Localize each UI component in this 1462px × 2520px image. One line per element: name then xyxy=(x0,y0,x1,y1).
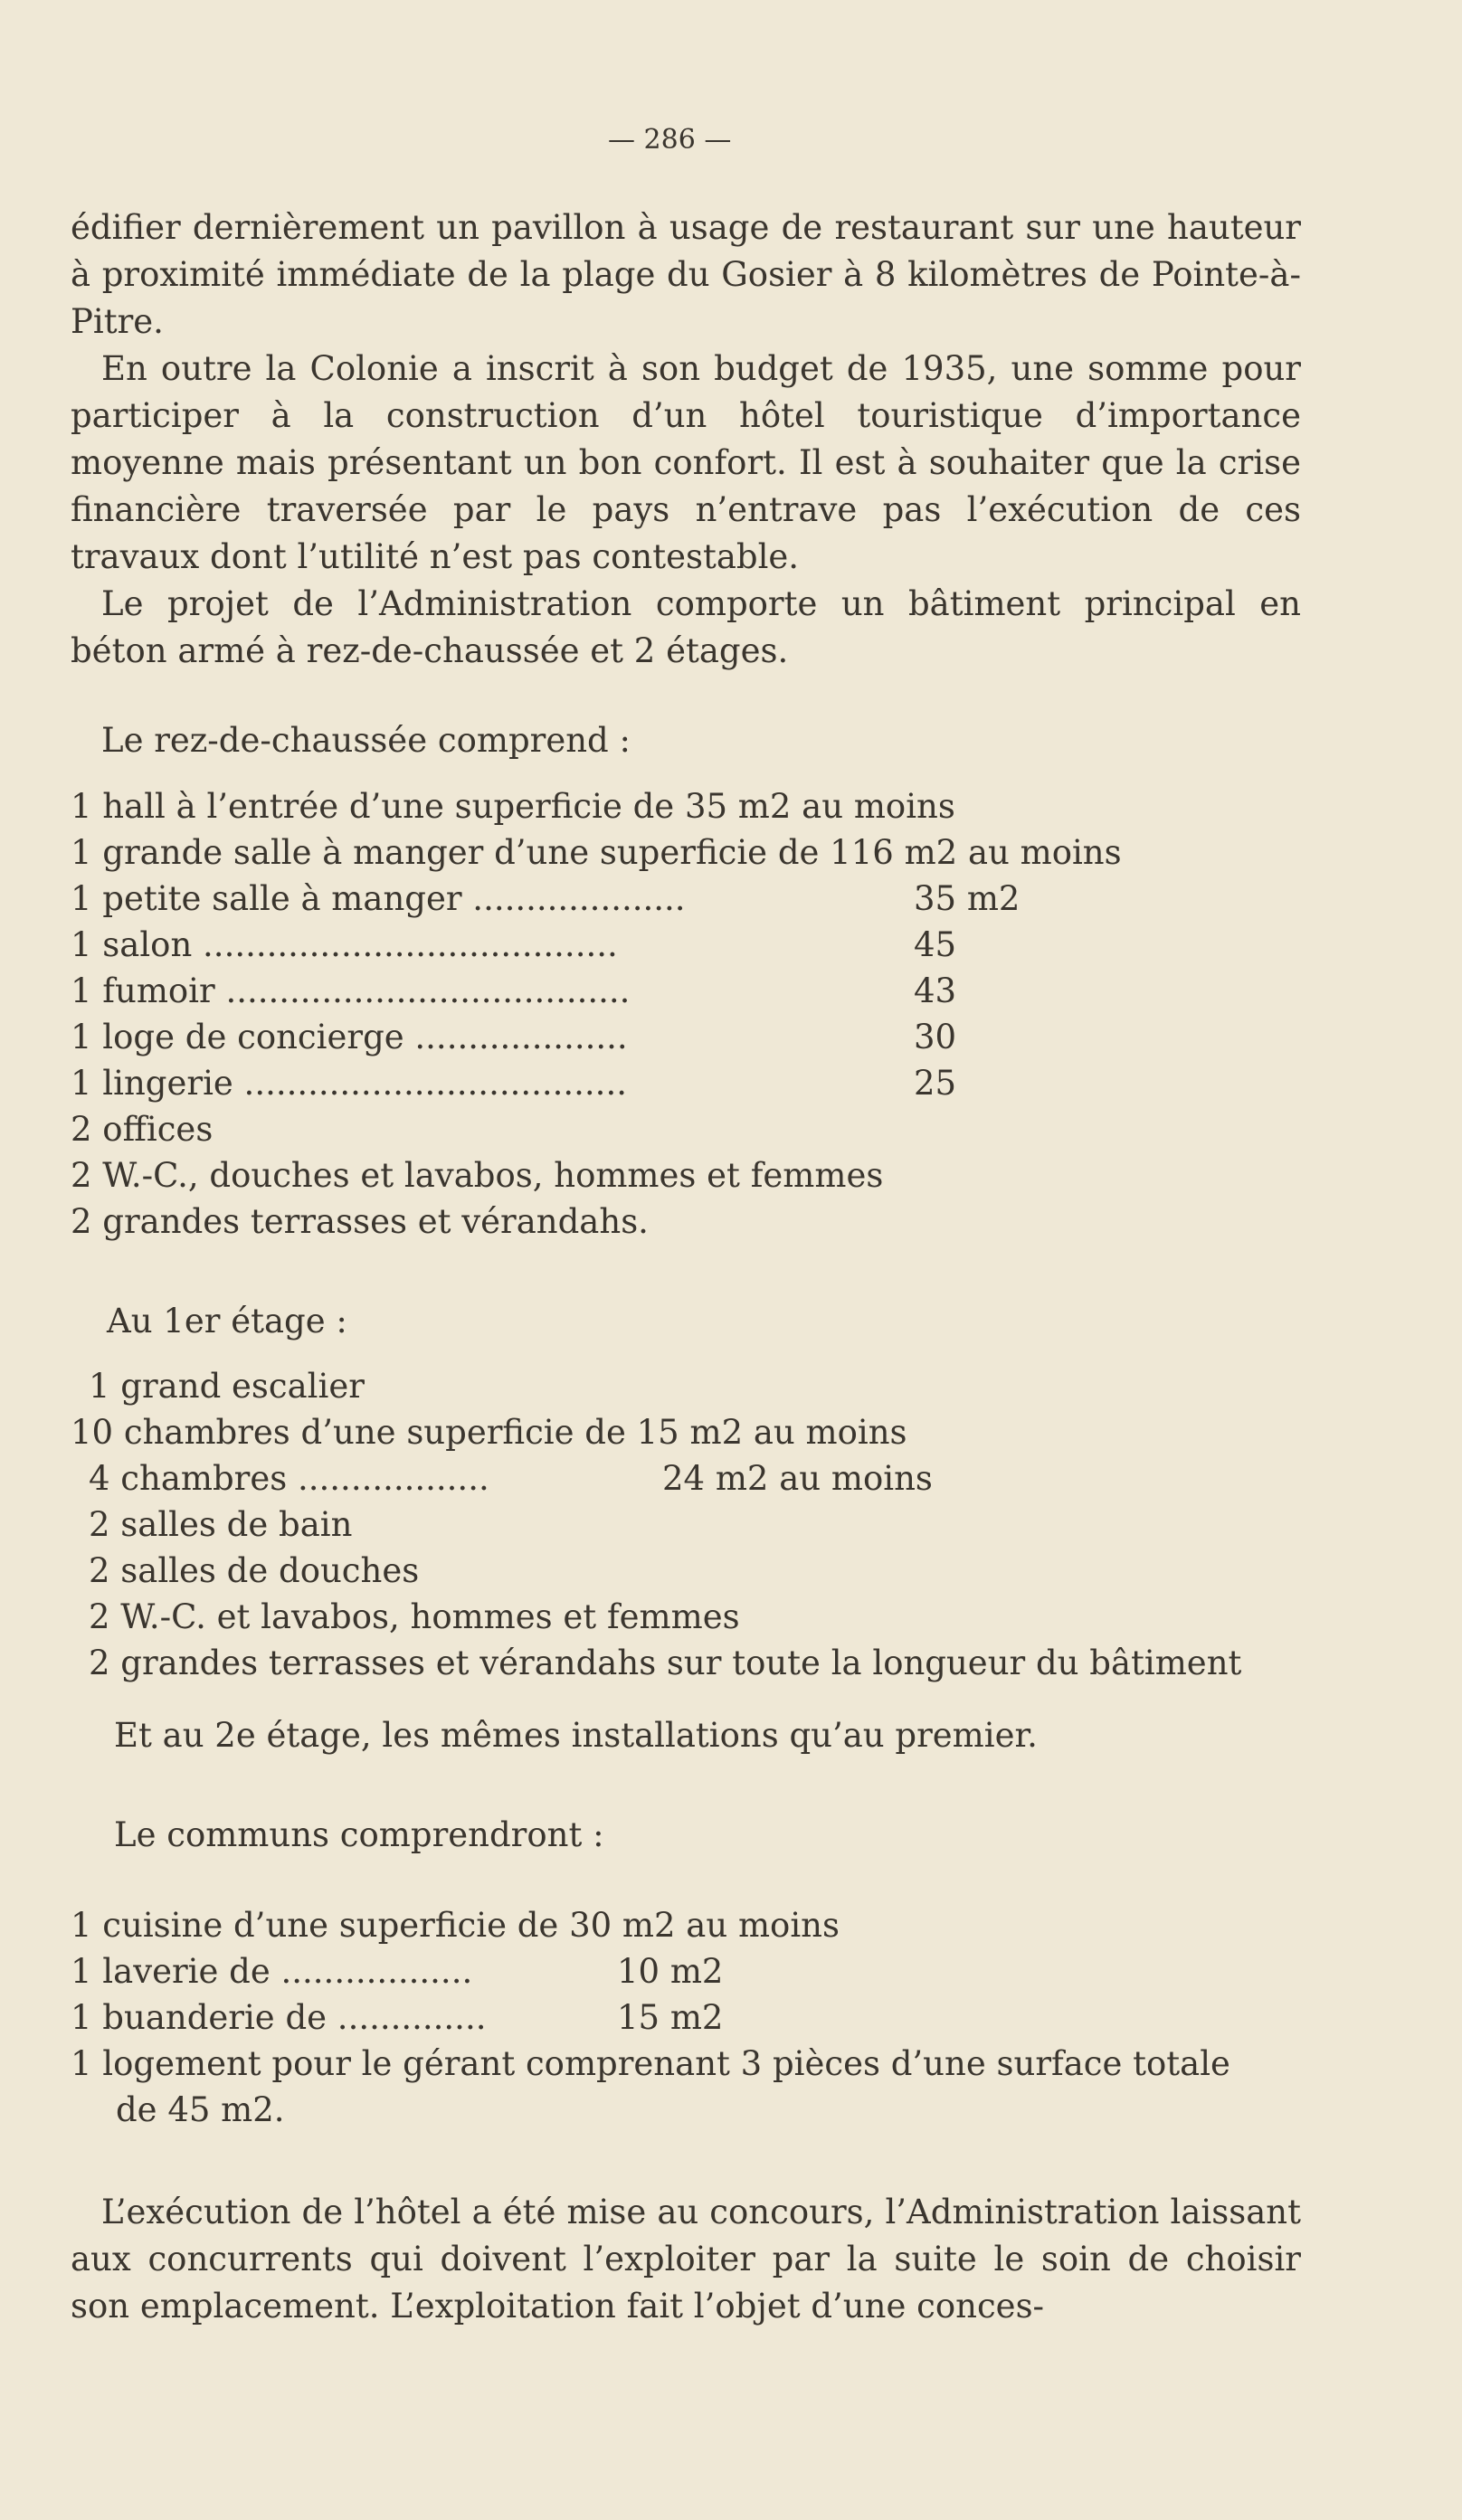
list-item: 10 chambres d’une superficie de 15 m2 au moins xyxy=(71,1413,907,1452)
ground-floor-heading: Le rez-de-chaussée comprend : xyxy=(101,721,631,760)
list-item: 1 salon ....................................... xyxy=(71,925,618,964)
list-item: 2 offices xyxy=(71,1110,214,1149)
list-item: 2 salles de douches xyxy=(89,1551,420,1590)
list-item-value: 10 m2 xyxy=(617,1952,724,1991)
list-item: 1 buanderie de .............. xyxy=(71,1998,487,2037)
list-item: de 45 m2. xyxy=(116,2090,285,2129)
list-item: 1 grand escalier xyxy=(89,1367,365,1406)
list-item-value: 24 m2 au moins xyxy=(662,1459,933,1498)
paragraph-restaurant: édifier dernièrement un pavillon à usage de restaurant sur une hauteur à proximité immédiate de la plage du Gosier à 8 kilomètres de Pointe-à-Pitre. xyxy=(71,208,1301,341)
paragraph-budget: En outre la Colonie a inscrit à son budget de 1935, une somme pour participer à la construction d’un hôtel touristique d’importance moyenne mais présentant un bon confort. Il est à souhaiter que la crise financière traversée par le pays n’entrave pas l’exécution de ces travaux dont l’utilité n’est pas contestable. xyxy=(71,349,1301,576)
list-item-value: 30 xyxy=(914,1018,957,1056)
paragraph-project: Le projet de l’Administration comporte un bâtiment principal en béton armé à rez-de-chaussée et 2 étages. xyxy=(71,584,1301,670)
list-item: 2 grandes terrasses et vérandahs. xyxy=(71,1202,649,1241)
list-item: 1 hall à l’entrée d’une superficie de 35 m2 au moins xyxy=(71,787,955,826)
page-number: — 286 — xyxy=(608,124,732,156)
list-item: 1 fumoir ...................................... xyxy=(71,971,631,1010)
list-item: 1 lingerie .................................... xyxy=(71,1064,627,1103)
list-item: 1 loge de concierge .................... xyxy=(71,1018,628,1056)
list-item-value: 35 m2 xyxy=(914,879,1021,918)
second-floor-note: Et au 2e étage, les mêmes installations qu’au premier. xyxy=(114,1716,1038,1755)
list-item-value: 15 m2 xyxy=(617,1998,724,2037)
list-item: 1 logement pour le gérant comprenant 3 pièces d’une surface totale xyxy=(71,2044,1230,2083)
list-item-value: 45 xyxy=(914,925,957,964)
list-item: 1 cuisine d’une superficie de 30 m2 au moins xyxy=(71,1906,840,1945)
first-floor-heading: Au 1er étage : xyxy=(107,1302,347,1341)
outbuildings-heading: Le communs comprendront : xyxy=(114,1815,604,1854)
list-item: 1 laverie de .................. xyxy=(71,1952,473,1991)
list-item: 2 W.-C., douches et lavabos, hommes et femmes xyxy=(71,1156,884,1195)
paragraph-competition: L’exécution de l’hôtel a été mise au concours, l’Administration laissant aux concurrents qui doivent l’exploiter par la suite le soin de choisir son emplacement. L’exploitation fait l’objet d’une conces- xyxy=(71,2193,1301,2326)
list-item: 1 petite salle à manger .................... xyxy=(71,879,686,918)
list-item: 1 grande salle à manger d’une superficie de 116 m2 au moins xyxy=(71,833,1122,872)
list-item: 2 W.-C. et lavabos, hommes et femmes xyxy=(89,1597,740,1636)
list-item: 2 grandes terrasses et vérandahs sur toute la longueur du bâtiment xyxy=(89,1644,1242,1682)
list-item: 4 chambres .................. xyxy=(89,1459,489,1498)
list-item: 2 salles de bain xyxy=(89,1505,353,1544)
list-item-value: 43 xyxy=(914,971,957,1010)
list-item-value: 25 xyxy=(914,1064,957,1103)
